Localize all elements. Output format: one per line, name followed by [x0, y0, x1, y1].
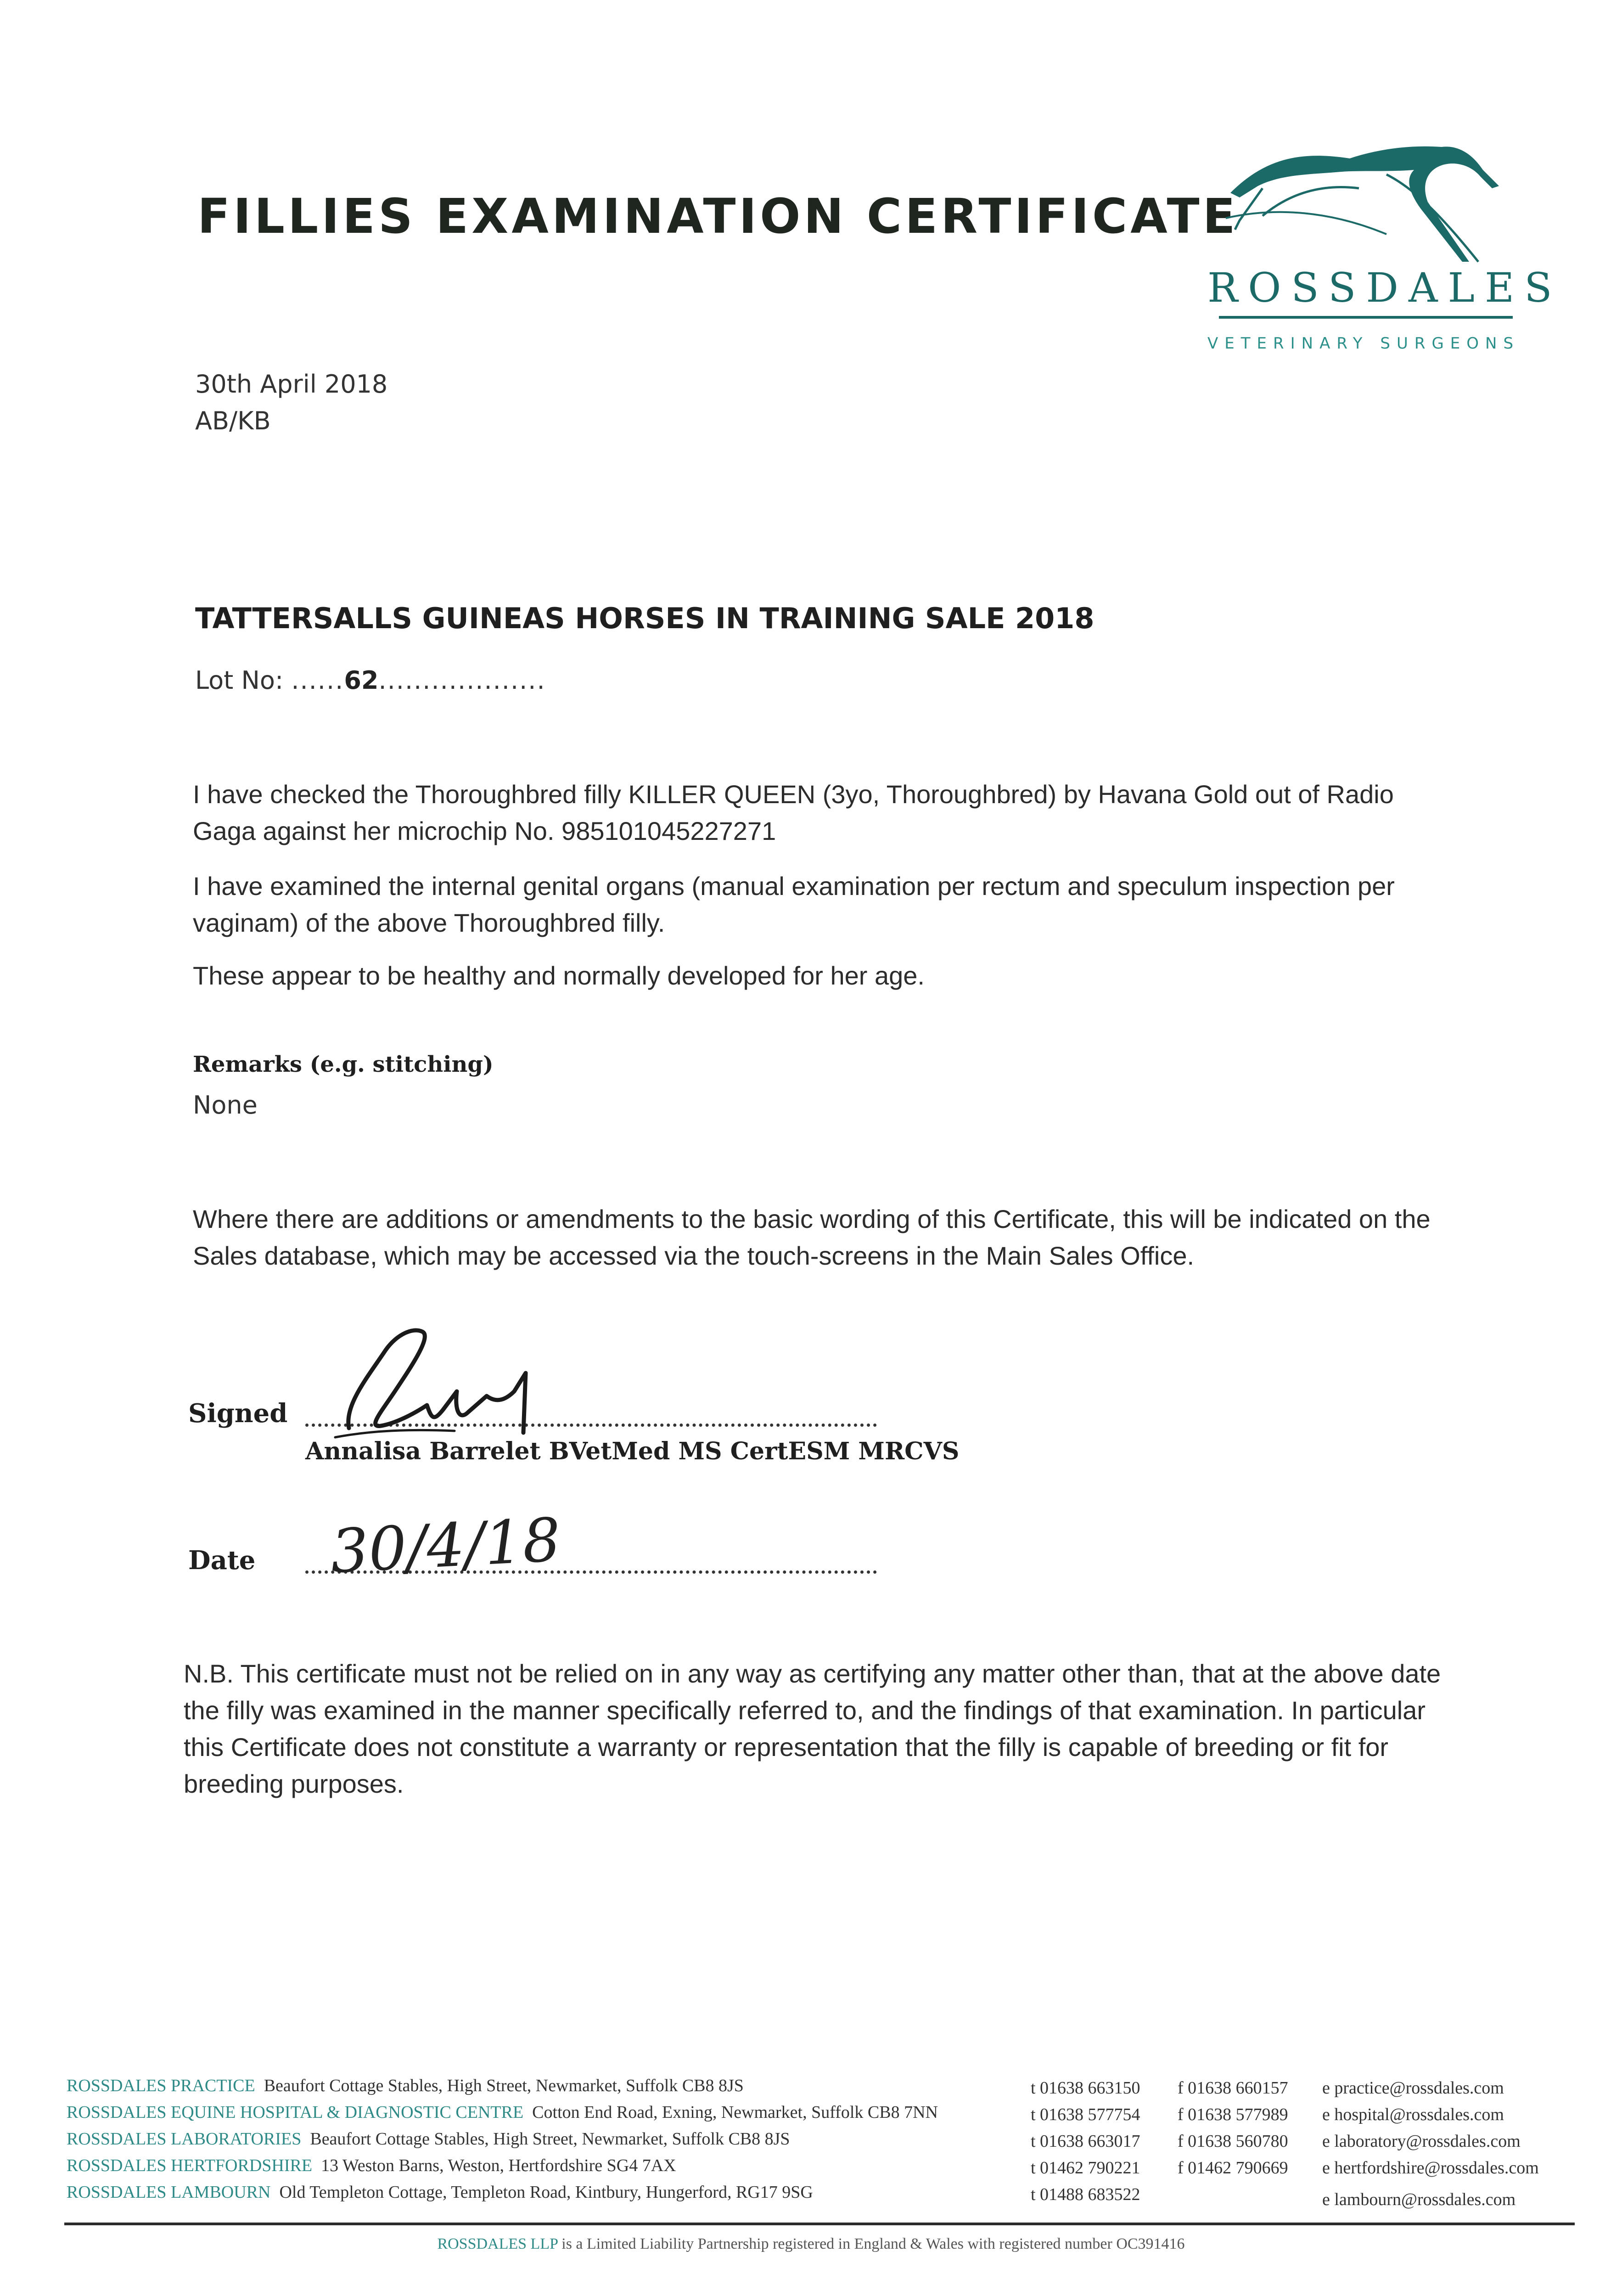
signer-name: Annalisa Barrelet BVetMed MS CertESM MRCVS — [305, 1437, 960, 1465]
amendments-note: Where there are additions or amendments to the basic wording of this Certificate, this will be indicated on the Sales database, which may be accessed via the touch-screens in the Main Sales Office. — [193, 1204, 1431, 1270]
document-reference: AB/KB — [195, 406, 271, 435]
footer-tel: t 01638 663017 — [1031, 2132, 1140, 2151]
footer-tel: t 01462 790221 — [1031, 2158, 1140, 2178]
lot-label: Lot No: — [195, 666, 284, 695]
legal-text: is a Limited Liability Partnership registered in England & Wales with registered number OC391416 — [561, 2235, 1185, 2252]
office-address: Old Templeton Cottage, Templeton Road, Kintbury, Hungerford, RG17 9SG — [279, 2183, 813, 2202]
footer-fax: f 01638 660157 — [1178, 2078, 1288, 2098]
footer-office-practice — [67, 2076, 744, 2096]
signature-image — [317, 1322, 574, 1442]
footer-fax: f 01462 790669 — [1178, 2158, 1288, 2178]
footer-tel: t 01638 577754 — [1031, 2105, 1140, 2124]
lot-number-line — [195, 666, 546, 695]
office-address: Beaufort Cottage Stables, High Street, Newmarket, Suffolk CB8 8JS — [310, 2129, 790, 2149]
footer-email: e lambourn@rossdales.com — [1322, 2190, 1516, 2209]
office-name: ROSSDALES EQUINE HOSPITAL & DIAGNOSTIC CENTRE — [67, 2103, 524, 2122]
office-name: ROSSDALES PRACTICE — [67, 2076, 255, 2095]
footer-fax: f 01638 577989 — [1178, 2105, 1288, 2124]
identity-paragraph: I have checked the Thoroughbred filly KILLER QUEEN (3yo, Thoroughbred) by Havana Gold out of Radio Gaga against her microchip No. 985101045227271 — [193, 780, 1394, 845]
footer-legal-notice — [0, 2235, 1622, 2253]
document-date: 30th April 2018 — [195, 370, 388, 399]
handwritten-date: 30/4/18 — [329, 1504, 562, 1587]
footer-email: e practice@rossdales.com — [1322, 2078, 1504, 2098]
legal-org: ROSSDALES LLP — [437, 2235, 558, 2252]
footer-divider — [64, 2223, 1575, 2225]
office-name: ROSSDALES LAMBOURN — [67, 2183, 271, 2202]
office-name: ROSSDALES HERTFORDSHIRE — [67, 2156, 313, 2175]
logo-name: ROSSDALES — [1207, 264, 1562, 311]
remarks-label: Remarks (e.g. stitching) — [193, 1052, 494, 1077]
footer-tel: t 01488 683522 — [1031, 2185, 1140, 2204]
office-address: Cotton End Road, Exning, Newmarket, Suffolk CB8 7NN — [532, 2103, 938, 2122]
footer-email: e laboratory@rossdales.com — [1322, 2132, 1521, 2151]
footer-office-laboratories — [67, 2129, 790, 2149]
lot-dots-after: ................... — [378, 666, 546, 695]
logo-divider — [1219, 316, 1513, 319]
nb-disclaimer: N.B. This certificate must not be relied on in any way as certifying any matter other than, that at the above date the filly was examined in the manner specifically referred to, and the findings of that examination. In particular this Certificate does not constitute a warranty or representation that the filly is capable of breeding or fit for breeding purposes. — [184, 1659, 1441, 1798]
office-address: Beaufort Cottage Stables, High Street, Newmarket, Suffolk CB8 8JS — [264, 2076, 744, 2095]
office-name: ROSSDALES LABORATORIES — [67, 2129, 302, 2149]
sale-title: TATTERSALLS GUINEAS HORSES IN TRAINING SALE 2018 — [195, 602, 1094, 635]
logo-tagline: VETERINARY SURGEONS — [1207, 334, 1520, 353]
findings-paragraph: These appear to be healthy and normally developed for her age. — [193, 961, 925, 990]
footer-fax: f 01638 560780 — [1178, 2132, 1288, 2151]
footer-email: e hospital@rossdales.com — [1322, 2105, 1504, 2124]
signed-label: Signed — [188, 1398, 288, 1429]
office-address: 13 Weston Barns, Weston, Hertfordshire SG4 7AX — [321, 2156, 676, 2175]
remarks-value: None — [193, 1091, 258, 1120]
footer-office-hertfordshire — [67, 2155, 676, 2176]
lot-number: 62 — [344, 666, 379, 695]
horse-logo-icon — [1212, 124, 1515, 271]
examination-paragraph: I have examined the internal genital organs (manual examination per rectum and speculum inspection per vaginam) of the above Thoroughbred filly. — [193, 872, 1395, 937]
footer-tel: t 01638 663150 — [1031, 2078, 1140, 2098]
footer-office-hospital — [67, 2102, 938, 2122]
lot-dots-before: ...... — [291, 666, 344, 695]
certificate-title: FILLIES EXAMINATION CERTIFICATE — [197, 188, 1239, 244]
footer-office-lambourn — [67, 2182, 813, 2202]
footer-email: e hertfordshire@rossdales.com — [1322, 2158, 1539, 2178]
date-label: Date — [188, 1545, 256, 1576]
